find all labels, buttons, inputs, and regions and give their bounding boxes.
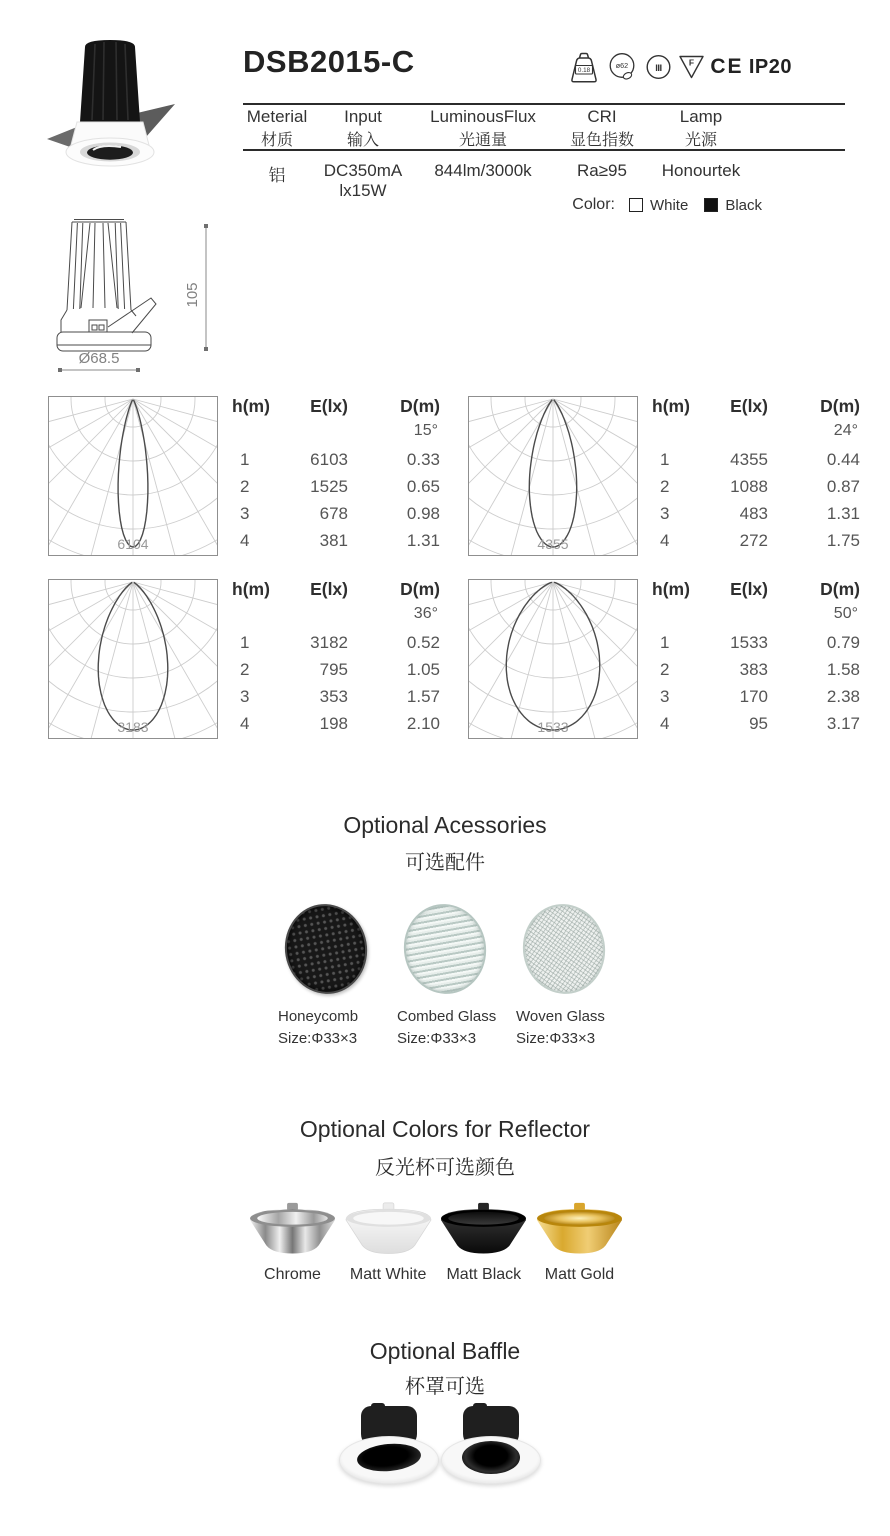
photometry-value: 1.57: [406, 686, 440, 706]
header-h: h(m): [652, 396, 690, 416]
photometry-value: 1.75: [826, 530, 860, 550]
reflector-gold: [533, 1202, 626, 1284]
height-dimension: 105: [184, 282, 201, 308]
class-value: III: [654, 63, 662, 74]
photometry-block: [48, 396, 448, 561]
photometry-table-header: [652, 579, 860, 601]
accessory-disc: [278, 898, 374, 1001]
product-photo: [45, 38, 180, 186]
header-e: E(lx): [310, 396, 348, 416]
reflector-cup: [437, 1202, 530, 1258]
photometry-value: 1088: [730, 476, 768, 496]
photometry-value: 2.38: [826, 686, 860, 706]
photometry-value: 2.10: [406, 713, 440, 733]
spec-values: [243, 161, 749, 201]
value-cri: Ra≥95: [577, 161, 627, 180]
cutout-size-icon: [607, 51, 638, 83]
accessory-size: Size:Φ33×3: [397, 1030, 477, 1047]
cutout-value: ø62: [616, 61, 629, 70]
photometry-table: [232, 579, 440, 737]
photometry-table: [232, 396, 440, 554]
photometry-value: 383: [739, 659, 768, 679]
photometry-value: 272: [739, 530, 768, 550]
col-input: Input: [344, 107, 382, 126]
divider: [243, 149, 845, 151]
polar-curve-svg: [469, 397, 637, 555]
divider: [243, 103, 845, 105]
photometry-value: 1: [660, 449, 670, 469]
photometry-value: 2: [240, 476, 250, 496]
baffle-option-oval: [339, 1400, 439, 1488]
page-title: DSB2015-C: [243, 44, 415, 79]
reflector-name: Matt Gold: [544, 1266, 615, 1283]
photometry-value: 1.58: [826, 659, 860, 679]
accessory-name: Honeycomb: [278, 1008, 359, 1025]
baffle-option-round: [441, 1400, 541, 1488]
photometry-value: 3: [660, 503, 670, 523]
photometry-value: 1: [240, 449, 250, 469]
photometry-value: 0.52: [406, 632, 440, 652]
value-meterial: 铝: [268, 166, 286, 185]
photometry-value: 4: [240, 530, 250, 550]
photometry-value: 483: [739, 503, 768, 523]
value-lamp: Honourtek: [661, 161, 741, 180]
reflector-name: Matt Black: [446, 1266, 522, 1283]
photometry-value: 4: [240, 713, 250, 733]
photometry-rows: [652, 629, 860, 737]
white-swatch: [629, 198, 643, 212]
accessory-name: Combed Glass: [397, 1008, 497, 1025]
lamp-body: [80, 40, 140, 122]
beam-distribution-chart: [48, 396, 218, 556]
reflector-title-zh: 反光杯可选颜色: [375, 1157, 515, 1179]
accessories-title: Optional Acessories: [343, 812, 547, 838]
photometry-value: 795: [319, 659, 348, 679]
col-lamp: Lamp: [679, 107, 723, 126]
weight-value: 0.18: [577, 67, 591, 74]
header-e: E(lx): [310, 579, 348, 599]
photometry-block: [468, 579, 868, 744]
header-e: E(lx): [730, 579, 768, 599]
peak-intensity-label: 6104: [117, 536, 149, 552]
baffle-title-zh: 杯罩可选: [405, 1376, 485, 1398]
photometry-value: 198: [319, 713, 348, 733]
value-luminousflux: 844lm/3000k: [434, 161, 532, 180]
photometry-table: [652, 579, 860, 737]
photometry-value: 678: [319, 503, 348, 523]
color-option-black: Black: [704, 197, 762, 214]
beam-distribution-chart: [468, 396, 638, 556]
color-options: [572, 196, 778, 214]
photometry-table: [652, 396, 860, 554]
f-mark-value: F: [688, 57, 695, 68]
beam-distribution-chart: [48, 579, 218, 739]
reflector-cup: [342, 1202, 435, 1258]
peak-intensity-label: 1533: [537, 719, 569, 735]
accessory-combed: [391, 898, 499, 1047]
photometry-value: 1525: [310, 476, 348, 496]
photometry-value: 6103: [310, 449, 348, 469]
photometry-value: 3: [240, 686, 250, 706]
header-h: h(m): [232, 396, 270, 416]
header-d: D(m): [400, 396, 440, 416]
photometry-value: 3: [240, 503, 250, 523]
photometry-value: 2: [660, 476, 670, 496]
accessory-name: Woven Glass: [516, 1008, 605, 1025]
reflectors-row: [246, 1202, 626, 1284]
photometry-value: 0.44: [826, 449, 860, 469]
beam-angle-label: 36°: [413, 605, 438, 622]
photometry-value: 170: [739, 686, 768, 706]
photometry-table-header: [232, 396, 440, 418]
certification-icons: [566, 48, 792, 86]
reflector-cup: [246, 1202, 339, 1258]
baffles-row: [339, 1400, 541, 1488]
photometry-value: 1533: [730, 632, 768, 652]
reflector-black: [437, 1202, 530, 1284]
baffle-opening: [462, 1441, 520, 1474]
photometry-value: 381: [319, 530, 348, 550]
accessory-size: Size:Φ33×3: [516, 1030, 596, 1047]
photometry-value: 353: [319, 686, 348, 706]
polar-curve-svg: [49, 580, 217, 738]
baffle-title: Optional Baffle: [369, 1338, 521, 1364]
header-h: h(m): [652, 579, 690, 599]
photometry-value: 4: [660, 530, 670, 550]
reflector-cup: [533, 1202, 626, 1258]
accessories-title-zh: 可选配件: [405, 852, 485, 874]
ip-rating: IP20: [748, 55, 792, 78]
photometry-value: 0.79: [826, 632, 860, 652]
photometry-value: 1.31: [406, 530, 440, 550]
col-meterial: Meterial: [246, 107, 308, 126]
photometry-value: 0.33: [406, 449, 440, 469]
f-mark-icon: [678, 54, 705, 80]
photometry-value: 0.65: [406, 476, 440, 496]
accessory-size: Size:Φ33×3: [278, 1030, 358, 1047]
reflector-name: Matt White: [349, 1266, 427, 1283]
photometry-value: 0.98: [406, 503, 440, 523]
reflector-chrome: [246, 1202, 339, 1284]
spec-header-en: [243, 107, 749, 127]
header-e: E(lx): [730, 396, 768, 416]
reflector-opening: [87, 145, 133, 159]
header-d: D(m): [820, 579, 860, 599]
photometry-value: 1: [240, 632, 250, 652]
accessory-disc: [516, 898, 612, 1001]
photometry-value: 4355: [730, 449, 768, 469]
diameter-dimension: Ø68.5: [78, 350, 120, 367]
photometry-table-header: [232, 579, 440, 601]
beam-angle-label: 24°: [833, 422, 858, 439]
beam-angle-label: 15°: [413, 422, 438, 439]
reflector-name: Chrome: [264, 1266, 321, 1283]
photometry-value: 4: [660, 713, 670, 733]
header-d: D(m): [400, 579, 440, 599]
photometry-value: 3.17: [826, 713, 860, 733]
photometry-value: 2: [240, 659, 250, 679]
header-d: D(m): [820, 396, 860, 416]
photometry-value: 0.87: [826, 476, 860, 496]
photometry-rows: [652, 446, 860, 554]
class-iii-icon: [644, 52, 673, 82]
photometry-rows: [232, 629, 440, 737]
photometry-value: 1.31: [826, 503, 860, 523]
photometry-table-header: [652, 396, 860, 418]
photometry-block: [468, 396, 868, 561]
black-swatch: [704, 198, 718, 212]
value-input: DC350mA lx15W: [323, 161, 403, 200]
peak-intensity-label: 3183: [117, 719, 149, 735]
ce-mark: CE: [710, 55, 744, 78]
photometry-value: 3182: [310, 632, 348, 652]
accessory-honeycomb: [272, 898, 380, 1047]
photometry-value: 95: [749, 713, 768, 733]
dimension-drawing: [40, 200, 220, 385]
photometry-rows: [232, 446, 440, 554]
photometry-block: [48, 579, 448, 744]
col-luminousflux: LuminousFlux: [430, 107, 536, 126]
reflector-white: [342, 1202, 435, 1284]
photometry-value: 1: [660, 632, 670, 652]
accessory-woven: [510, 898, 618, 1047]
color-label: Color:: [572, 196, 615, 213]
polar-curve-svg: [49, 397, 217, 555]
reflector-title: Optional Colors for Reflector: [299, 1116, 591, 1142]
weight-icon: [566, 51, 602, 83]
photometry-value: 1.05: [406, 659, 440, 679]
photometry-value: 3: [660, 686, 670, 706]
peak-intensity-label: 4355: [537, 536, 569, 552]
photometry-value: 2: [660, 659, 670, 679]
spec-header-zh: 材质 输入 光通量 显色指数 光源: [260, 132, 717, 149]
col-cri: CRI: [587, 107, 617, 126]
header-h: h(m): [232, 579, 270, 599]
color-option-white: White: [629, 197, 688, 214]
accessory-disc: [397, 898, 493, 1001]
beam-angle-label: 50°: [833, 605, 858, 622]
accessories-row: [272, 898, 618, 1047]
polar-curve-svg: [469, 580, 637, 738]
beam-distribution-chart: [468, 579, 638, 739]
